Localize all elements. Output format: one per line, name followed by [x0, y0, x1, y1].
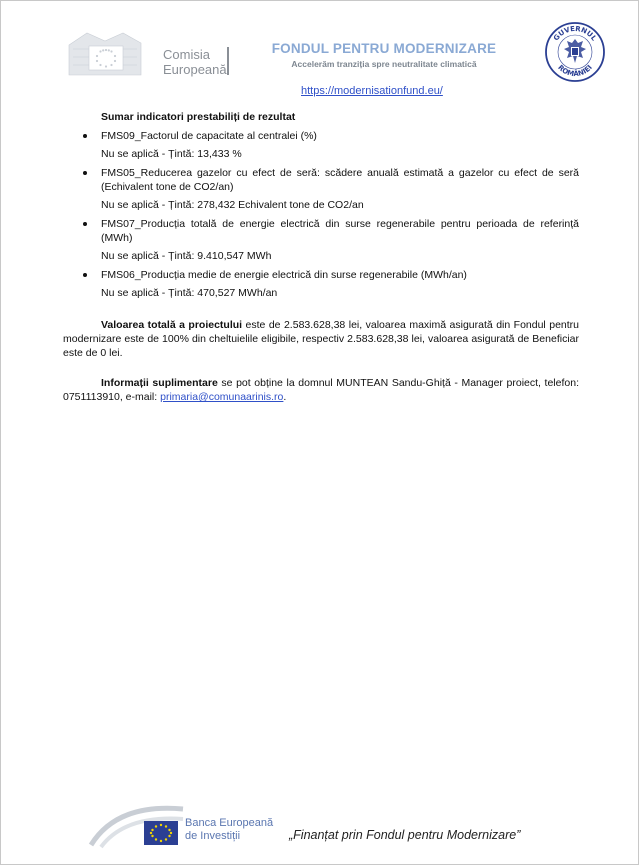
additional-info-end: .	[283, 391, 287, 403]
project-value-paragraph	[63, 318, 579, 360]
header-divider	[227, 47, 229, 75]
indicator-text: FMS07_Producția totală de energie electrică din surse regenerabile pentru perioada de referință (MWh)	[101, 218, 579, 244]
bullet-icon	[83, 171, 87, 175]
government-seal-icon	[544, 21, 606, 83]
contact-email-link[interactable]: primaria@comunaarinis.ro	[160, 391, 284, 403]
bullet-icon	[83, 134, 87, 138]
eib-name-line1: Banca Europeană	[185, 817, 274, 829]
eib-name-line2: de Investiții	[185, 830, 241, 842]
fund-title: FONDUL PENTRU MODERNIZARE	[271, 41, 497, 56]
indicator-text: FMS06_Producția medie de energie electrică din surse regenerabile (MWh/an)	[101, 269, 467, 281]
eib-name	[185, 817, 273, 843]
indicator-text: FMS05_Reducerea gazelor cu efect de seră: scădere anuală estimată a gazelor cu efect de seră (Echivalent tone de CO2/an)	[101, 167, 579, 193]
indicators-list	[101, 129, 579, 305]
bullet-icon	[83, 222, 87, 226]
indicator-target: Nu se aplică - Țintă: 470,527 MWh/an	[101, 287, 278, 299]
indicator-target: Nu se aplică - Țintă: 278,432 Echivalent tone de CO2/an	[101, 199, 364, 211]
ec-name-line1: Comisia	[163, 47, 210, 62]
indicators-heading: Sumar indicatori prestabiliți de rezultat	[101, 111, 296, 123]
indicator-target: Nu se aplică - Țintă: 13,433 %	[101, 148, 242, 160]
seal-top-text: GUVERNUL	[552, 24, 598, 43]
ec-name-line2: Europeană	[163, 62, 227, 77]
indicator-text: FMS09_Factorul de capacitate al centralei (%)	[101, 130, 317, 142]
indicator-target: Nu se aplică - Țintă: 9.410,547 MWh	[101, 250, 272, 262]
list-item	[101, 217, 579, 263]
funding-note: „Finanțat prin Fondul pentru Modernizare”	[289, 828, 521, 842]
seal-bottom-text: ROMÂNIEI	[556, 63, 594, 79]
additional-info-label: Informații suplimentare	[101, 377, 218, 389]
additional-info-paragraph	[63, 376, 579, 404]
list-item	[101, 268, 579, 300]
project-value-text: este de 2.583.628,38 lei, valoarea maximă asigurată din Fondul pentru modernizare este de 100% din cheltuielile eligibile, respectiv 2.583.628,38 lei, valoarea asigurată de Beneficiar este de 0 lei.	[63, 319, 579, 359]
eib-logo	[87, 801, 187, 851]
list-item	[101, 166, 579, 212]
list-item	[101, 129, 579, 161]
additional-info-text: se pot obține la domnul MUNTEAN Sandu-Ghiță - Manager proiect, telefon: 0751113910, e-mail:	[63, 377, 579, 403]
fund-subtitle: Accelerăm tranziția spre neutralitate climatică	[291, 59, 477, 69]
project-value-label: Valoarea totală a proiectului	[101, 319, 243, 331]
bullet-icon	[83, 273, 87, 277]
website-link[interactable]: https://modernisationfund.eu/	[301, 85, 443, 97]
european-commission-name	[163, 47, 227, 77]
